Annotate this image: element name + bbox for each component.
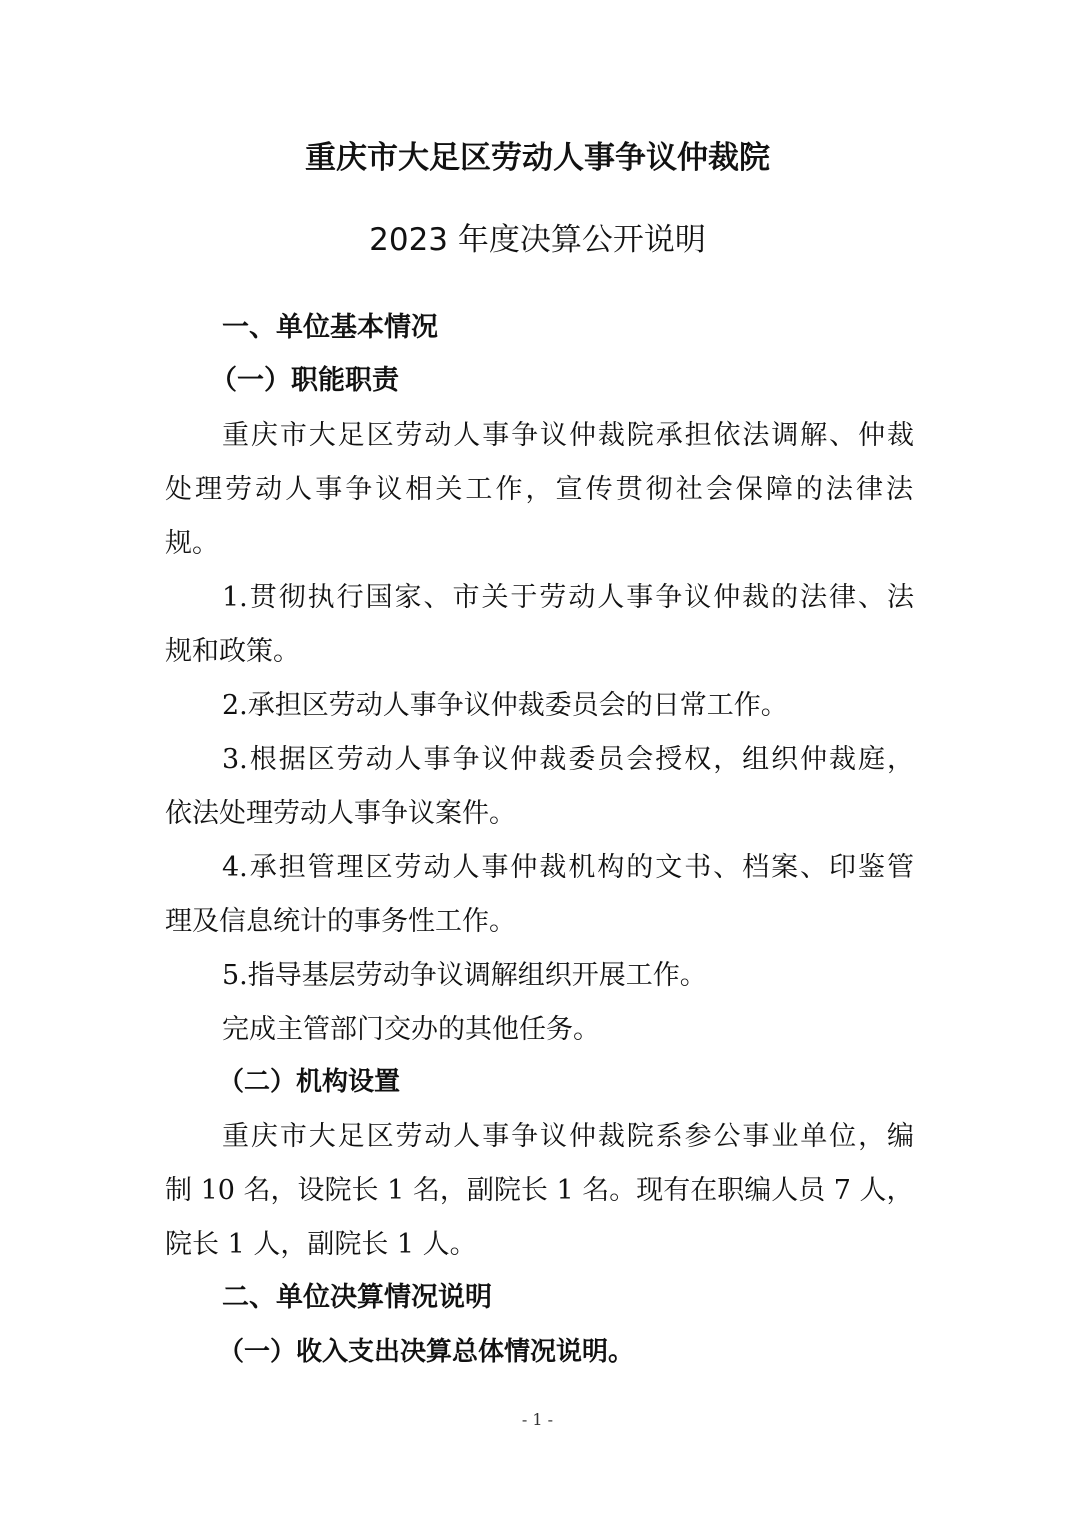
document-title: 重庆市大足区劳动人事争议仲裁院	[305, 140, 770, 176]
list-item-1: 1.贯彻执行国家、市关于劳动人事争议仲裁的法律、法	[222, 582, 914, 613]
section-1-sub-2-heading: （二）机构设置	[218, 1067, 401, 1097]
list-item-2: 2.承担区劳动人事争议仲裁委员会的日常工作。	[222, 690, 788, 721]
document-subtitle: 2023 年度决算公开说明	[369, 222, 706, 258]
paragraph-line: 重庆市大足区劳动人事争议仲裁院承担依法调解、仲裁	[222, 420, 914, 451]
list-item-4-cont: 理及信息统计的事务性工作。	[165, 906, 516, 937]
list-item-1-cont: 规和政策。	[165, 636, 300, 667]
paragraph-line: 规。	[165, 528, 219, 559]
list-item-3-cont: 依法处理劳动人事争议案件。	[165, 798, 516, 829]
section-2-sub-1-heading: （一）收入支出决算总体情况说明。	[218, 1337, 635, 1367]
paragraph-line: 重庆市大足区劳动人事争议仲裁院系参公事业单位，编	[222, 1121, 914, 1152]
list-item-4: 4.承担管理区劳动人事仲裁机构的文书、档案、印鉴管	[222, 852, 914, 883]
page-number: - 1 -	[521, 1410, 554, 1429]
paragraph-line: 院长 1 人，副院长 1 人。	[165, 1229, 477, 1260]
paragraph-line: 制 10 名，设院长 1 名，副院长 1 名。现有在职编人员 7 人，	[165, 1175, 914, 1206]
list-item-3: 3.根据区劳动人事争议仲裁委员会授权，组织仲裁庭，	[222, 744, 914, 775]
section-2-heading: 二、单位决算情况说明	[222, 1282, 492, 1313]
list-item-5: 5.指导基层劳动争议调解组织开展工作。	[222, 960, 707, 991]
section-1-sub-1-heading: （一）职能职责	[210, 365, 399, 396]
section-1-heading: 一、单位基本情况	[222, 312, 438, 343]
paragraph-line: 处理劳动人事争议相关工作，宣传贯彻社会保障的法律法	[165, 474, 913, 505]
list-item-6: 完成主管部门交办的其他任务。	[222, 1014, 600, 1045]
